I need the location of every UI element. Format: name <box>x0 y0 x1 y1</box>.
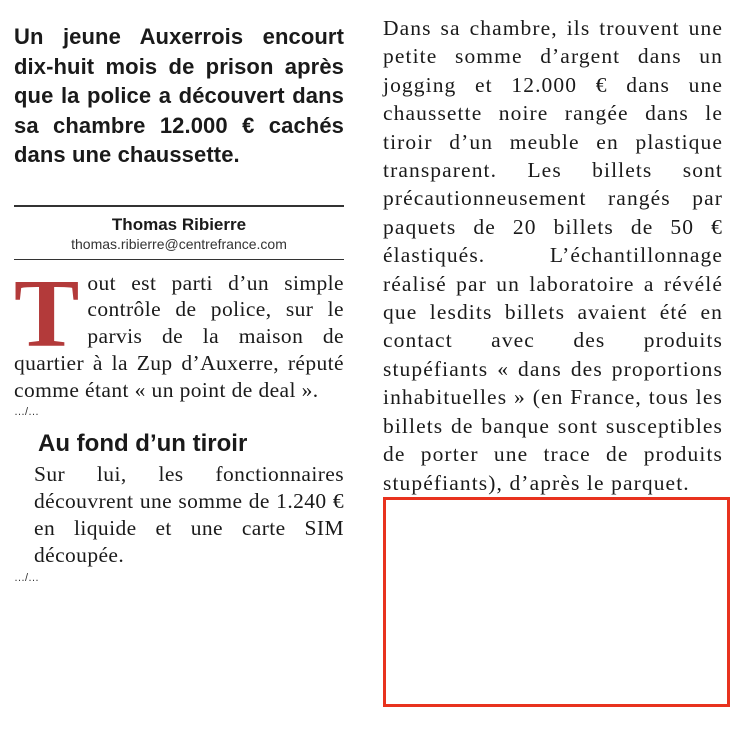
right-column-text: Dans sa chambre, ils trouvent une petite somme d’argent dans un jogging et 12.000 € dans une chaussette noire rangée dans le tiroir d’un meuble en plastique transparent. Les billets sont précautionneusement rangés par paquets de 20 billets de 50 € élastiqués. L’échantillonnage réalisé par un laboratoire a révélé que lesdits billets avaient été en contact avec des produits stupéfiants « dans des proportions inhabituelles » (en France, tous les billets de banque sont susceptibles de porter une trace de produits stupéfiants), d’après le parquet. <box>383 16 723 495</box>
left-column <box>14 22 344 585</box>
article-lead: Un jeune Auxerrois encourt dix-huit mois de prison après que la police a découvert dans sa chambre 12.000 € cachés dans une chaussette. <box>14 24 344 167</box>
author-name: Thomas Ribierre <box>111 214 247 234</box>
right-column <box>383 14 723 497</box>
drop-cap: T <box>14 259 80 368</box>
continuation-marker: …/… <box>14 406 40 419</box>
intro-paragraph <box>14 259 344 404</box>
highlight-box <box>383 497 730 707</box>
intro-text: out est parti d’un simple contrôle de police, sur le parvis de la maison de quartier à la Zup d’Auxerre, réputé comme étant « un point de deal ». <box>14 270 344 402</box>
byline <box>14 215 344 253</box>
continuation-marker-2: …/… <box>14 571 40 584</box>
subheading: Au fond d’un tiroir <box>38 430 248 458</box>
paragraph-2: Sur lui, les fonctionnaires découvrent une somme de 1.240 € en liquide et une carte SIM découpée. <box>34 462 344 567</box>
byline-top-rule <box>14 205 344 207</box>
author-email: thomas.ribierre@centrefrance.com <box>71 235 287 252</box>
